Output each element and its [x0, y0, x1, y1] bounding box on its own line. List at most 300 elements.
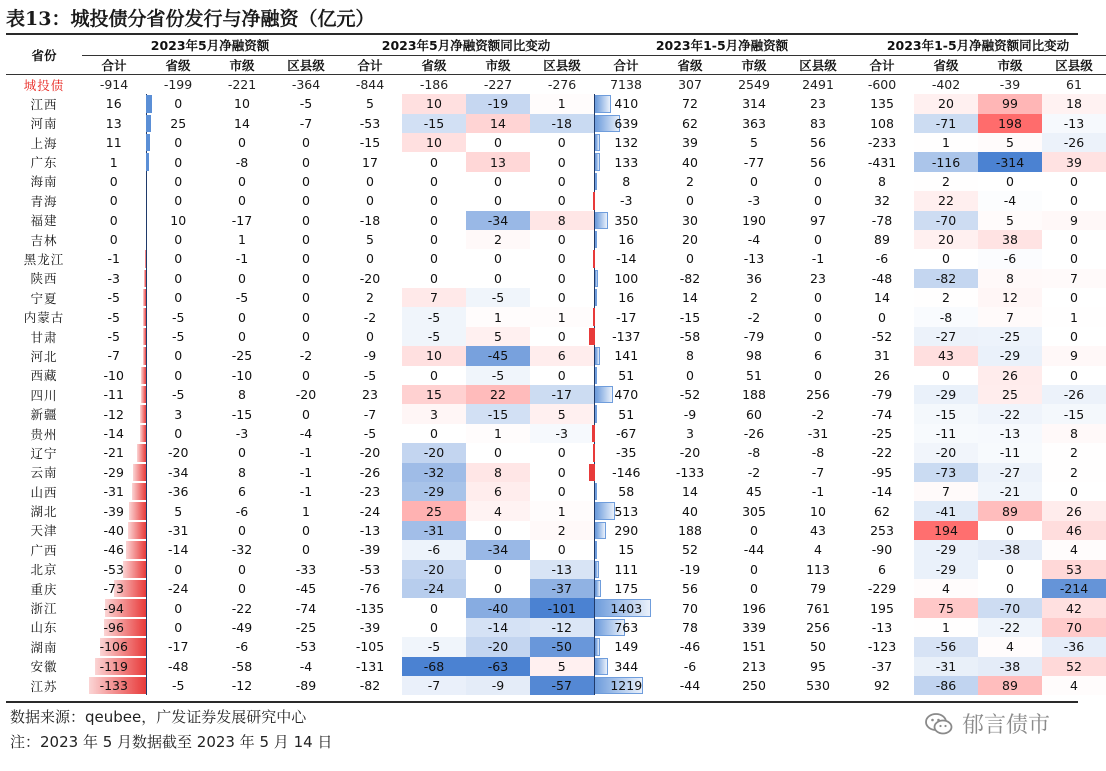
cell-value: -101 — [530, 598, 594, 617]
cell-value: 20 — [914, 230, 978, 249]
cell-value: 16 — [618, 290, 635, 306]
cell-value: 1 — [530, 94, 594, 113]
cell-value: 0 — [557, 135, 566, 151]
cell-value: 0 — [430, 270, 438, 286]
cell-value: 0 — [302, 173, 310, 189]
cell-value: -914 — [99, 77, 129, 93]
cell-value: -5 — [363, 367, 377, 383]
monthly-total-cell — [82, 676, 146, 695]
cell-value: -39 — [999, 77, 1021, 93]
cell-value: 0 — [750, 522, 758, 538]
data-bar — [146, 115, 152, 132]
cell-value: -402 — [931, 77, 961, 93]
watermark-text: 郁言债市 — [961, 713, 1050, 738]
cell-value: -10 — [103, 367, 124, 383]
provincial-financing-table — [6, 36, 1106, 695]
cell-value: 0 — [686, 367, 694, 383]
cell-value: 194 — [914, 521, 978, 540]
cell-value: -11 — [978, 443, 1042, 462]
table-row — [6, 598, 1106, 617]
cell-value: 0 — [366, 193, 374, 209]
cell-value: -5 — [299, 96, 313, 112]
cell-value: -73 — [914, 463, 978, 482]
province-name: 内蒙古 — [23, 310, 65, 326]
group-header-3: 2023年1-5月净融资额同比变动 — [850, 36, 1106, 55]
cell-value: -15 — [359, 135, 381, 151]
cell-value: 75 — [914, 598, 978, 617]
cell-value: 10 — [170, 212, 187, 228]
bottom-rule — [6, 701, 1078, 703]
data-bar — [589, 328, 595, 345]
cell-value: -73 — [103, 581, 124, 597]
cell-value: 0 — [557, 464, 566, 480]
cell-value: -35 — [616, 445, 637, 461]
cell-value: 0 — [1070, 367, 1078, 383]
cell-value: -38 — [978, 657, 1042, 676]
cell-value: -1 — [299, 484, 313, 500]
sub-header-1-3: 区县级 — [530, 55, 594, 74]
province-name: 河北 — [30, 348, 58, 364]
data-bar — [595, 347, 601, 364]
cell-value: 213 — [742, 658, 766, 674]
cell-value: -2 — [363, 309, 377, 325]
ytd-total-cell — [594, 230, 658, 249]
cell-value: -7 — [363, 406, 377, 422]
cell-value: -5 — [172, 387, 185, 403]
cell-value: 0 — [1070, 329, 1078, 345]
cell-value: -38 — [978, 540, 1042, 559]
cell-value: -5 — [235, 290, 249, 306]
province-name: 湖南 — [30, 639, 58, 655]
cell-value: -1 — [811, 484, 825, 500]
cell-value: 53 — [1042, 560, 1106, 579]
province-name: 云南 — [30, 465, 58, 481]
ytd-total-cell — [594, 249, 658, 268]
cell-value: -90 — [871, 542, 893, 558]
cell-value: 8 — [878, 173, 886, 189]
cell-value: -76 — [359, 581, 381, 597]
monthly-total-cell — [82, 657, 146, 676]
cell-value: 253 — [870, 522, 894, 538]
cell-value: 0 — [557, 290, 566, 306]
cell-value: -13 — [871, 619, 893, 635]
cell-value: -40 — [466, 598, 530, 617]
table-row — [6, 424, 1106, 443]
table-row — [6, 346, 1106, 365]
cell-value: 0 — [494, 251, 502, 267]
cell-value: 0 — [557, 251, 566, 267]
cell-value: 79 — [810, 581, 826, 597]
cell-value: -7 — [107, 348, 120, 364]
cell-value: 1 — [109, 154, 118, 170]
cell-value: 0 — [302, 212, 310, 228]
cell-value: 0 — [494, 581, 502, 597]
cell-value: 763 — [614, 619, 639, 635]
cell-value: -46 — [103, 542, 124, 558]
cell-value: 0 — [109, 232, 118, 248]
cell-value: -5 — [466, 288, 530, 307]
table-row — [6, 404, 1106, 423]
cell-value: -123 — [867, 639, 897, 655]
cell-value: -34 — [168, 464, 189, 480]
cell-value: -89 — [295, 678, 317, 694]
group-header-0: 2023年5月净融资额 — [82, 36, 338, 55]
cell-value: -133 — [99, 678, 128, 694]
ytd-total-cell — [594, 269, 658, 288]
cell-value: -233 — [867, 135, 897, 151]
cell-value: -25 — [295, 619, 317, 635]
cell-value: -133 — [675, 464, 705, 480]
monthly-total-cell — [82, 560, 146, 579]
cell-value: 250 — [742, 678, 766, 694]
ytd-total-cell — [594, 172, 658, 191]
cell-value: 6 — [878, 561, 886, 577]
cell-value: -24 — [168, 581, 189, 597]
data-bar — [595, 483, 597, 500]
monthly-total-cell — [82, 424, 146, 443]
cell-value: 0 — [174, 600, 183, 616]
cell-value: 0 — [1070, 251, 1078, 267]
cell-value: -14 — [616, 251, 637, 267]
data-bar — [129, 502, 146, 519]
cell-value: 16 — [618, 232, 635, 248]
cell-value: -79 — [743, 329, 765, 345]
cell-value: 196 — [742, 600, 766, 616]
province-name: 青海 — [30, 193, 58, 209]
cell-value: -20 — [679, 445, 701, 461]
cell-value: 40 — [682, 154, 698, 170]
cell-value: -24 — [359, 503, 381, 519]
cell-value: 0 — [1070, 193, 1078, 209]
table-row — [6, 249, 1106, 268]
cell-value: -844 — [355, 77, 385, 93]
cell-value: 0 — [174, 251, 183, 267]
cell-value: 13 — [105, 115, 122, 131]
province-name: 黑龙江 — [23, 251, 65, 267]
cell-value: 151 — [742, 639, 766, 655]
province-name: 城投债 — [23, 77, 65, 93]
cell-value: -4 — [299, 426, 313, 441]
data-bar — [132, 483, 145, 500]
cell-value: 135 — [870, 96, 894, 112]
cell-value: -2 — [811, 406, 825, 422]
cell-value: 0 — [302, 232, 310, 248]
cell-value: 99 — [978, 94, 1042, 113]
cell-value: 256 — [806, 619, 830, 635]
cell-value: -46 — [679, 639, 701, 655]
cell-value: 0 — [238, 561, 246, 577]
cell-value: -44 — [679, 678, 701, 694]
ytd-total-cell — [594, 191, 658, 210]
monthly-total-cell — [82, 191, 146, 210]
cell-value: -6 — [235, 639, 249, 655]
monthly-total-cell — [82, 133, 146, 152]
province-name: 甘肃 — [30, 329, 58, 345]
province-name: 上海 — [30, 135, 58, 151]
cell-value: -1 — [107, 251, 120, 267]
cell-value: -29 — [914, 560, 978, 579]
cell-value: 0 — [366, 173, 374, 189]
cell-value: 0 — [814, 329, 822, 345]
cell-value: 39 — [1042, 152, 1106, 171]
cell-value: -314 — [978, 152, 1042, 171]
cell-value: 314 — [742, 96, 766, 112]
cell-value: -96 — [103, 619, 124, 635]
cell-value: -5 — [107, 329, 120, 345]
cell-value: 339 — [742, 619, 766, 635]
cell-value: 50 — [810, 639, 826, 655]
cell-value: 1 — [1042, 307, 1106, 326]
cell-value: -276 — [547, 77, 577, 93]
cell-value: -2 — [747, 464, 761, 480]
cell-value: 51 — [618, 367, 635, 383]
cell-value: 72 — [682, 96, 698, 112]
cell-value: -20 — [402, 443, 466, 462]
title-rule — [6, 33, 1078, 35]
monthly-total-cell — [82, 482, 146, 501]
cell-value: -199 — [163, 77, 193, 93]
cell-value: -29 — [103, 464, 124, 480]
data-bar — [141, 367, 145, 384]
cell-value: 1 — [914, 618, 978, 637]
cell-value: 3 — [402, 404, 466, 423]
cell-value: 7 — [978, 307, 1042, 326]
watermark — [924, 708, 1050, 739]
cell-value: 0 — [109, 173, 118, 189]
cell-value: 0 — [814, 309, 822, 325]
ytd-total-cell — [594, 211, 658, 230]
cell-value: 8 — [622, 173, 631, 189]
cell-value: 0 — [174, 561, 183, 577]
cell-value: -78 — [871, 212, 893, 228]
cell-value: -214 — [1042, 579, 1106, 598]
province-name: 江苏 — [30, 678, 58, 694]
province-name: 贵州 — [30, 426, 58, 442]
province-name: 辽宁 — [30, 445, 58, 461]
cell-value: 113 — [806, 561, 830, 577]
cell-value: -23 — [359, 484, 381, 500]
cell-value: 1 — [530, 501, 594, 520]
cell-value: -229 — [867, 581, 897, 597]
group-header-1: 2023年5月净融资额同比变动 — [338, 36, 594, 55]
monthly-total-cell — [82, 230, 146, 249]
cell-value: 0 — [109, 212, 118, 228]
cell-value: -56 — [914, 637, 978, 656]
data-bar — [595, 367, 597, 384]
cell-value: 20 — [682, 232, 698, 248]
province-name: 陕西 — [30, 271, 58, 287]
cell-value: 14 — [874, 290, 890, 306]
cell-value: 0 — [238, 173, 246, 189]
cell-value: -58 — [679, 329, 701, 345]
cell-value: 0 — [302, 406, 310, 422]
cell-value: 0 — [557, 542, 566, 558]
cell-value: -22 — [978, 618, 1042, 637]
cell-value: -40 — [103, 522, 124, 538]
cell-value: 14 — [682, 290, 698, 306]
cell-value: -5 — [402, 637, 466, 656]
data-bar — [595, 580, 602, 597]
cell-value: -22 — [871, 445, 893, 461]
province-name: 湖北 — [30, 504, 58, 520]
sub-header-3-2: 市级 — [978, 55, 1042, 74]
ytd-total-cell — [594, 133, 658, 152]
monthly-total-cell — [82, 540, 146, 559]
cell-value: -31 — [103, 484, 124, 500]
cell-value: 1219 — [610, 678, 643, 694]
cell-value: -5 — [172, 678, 185, 694]
monthly-total-cell — [82, 385, 146, 404]
cell-value: 8 — [466, 463, 530, 482]
cell-value: 18 — [1042, 94, 1106, 113]
cell-value: -15 — [914, 404, 978, 423]
cell-value: 15 — [618, 542, 635, 558]
cell-value: 6 — [530, 346, 594, 365]
cell-value: 0 — [238, 135, 246, 151]
cell-value: -95 — [871, 464, 893, 480]
cell-value: -12 — [530, 618, 594, 637]
cell-value: -27 — [978, 463, 1042, 482]
cell-value: 4 — [814, 542, 822, 558]
cell-value: -8 — [811, 445, 825, 461]
cell-value: -53 — [295, 639, 317, 655]
cell-value: 0 — [1070, 232, 1078, 248]
cell-value: -86 — [914, 676, 978, 695]
cell-value: 78 — [682, 619, 698, 635]
cell-value: -82 — [359, 678, 381, 694]
cell-value: 0 — [494, 561, 502, 577]
data-bar — [589, 464, 595, 481]
cell-value: -34 — [466, 540, 530, 559]
cell-value: -50 — [530, 637, 594, 656]
cell-value: 0 — [557, 193, 566, 209]
cell-value: -48 — [871, 270, 893, 286]
cell-value: 52 — [682, 542, 698, 558]
data-bar — [143, 308, 145, 325]
cell-value: -12 — [103, 406, 124, 422]
cell-value: -7 — [811, 464, 825, 480]
cell-value: -9 — [363, 348, 377, 364]
cell-value: 60 — [746, 406, 762, 422]
cell-value: 26 — [1042, 501, 1106, 520]
cell-value: 133 — [614, 154, 639, 170]
cell-value: 0 — [302, 367, 310, 383]
cell-value: 0 — [302, 270, 310, 286]
cell-value: 350 — [614, 212, 639, 228]
cell-value: 2 — [530, 521, 594, 540]
province-name: 海南 — [30, 174, 58, 190]
monthly-total-cell — [82, 579, 146, 598]
cell-value: 0 — [430, 426, 438, 441]
cell-value: 2 — [366, 290, 374, 306]
cell-value: 10 — [402, 94, 466, 113]
province-name: 吉林 — [30, 232, 58, 248]
cell-value: 0 — [1006, 173, 1014, 189]
cell-value: 0 — [750, 173, 758, 189]
cell-value: 16 — [105, 96, 122, 112]
cell-value: 97 — [810, 212, 826, 228]
data-bar — [595, 386, 614, 403]
cell-value: 0 — [1006, 581, 1014, 597]
cell-value: 0 — [557, 445, 566, 461]
cell-value: 198 — [978, 114, 1042, 133]
cell-value: -41 — [914, 501, 978, 520]
data-bar — [137, 444, 146, 461]
cell-value: -29 — [914, 385, 978, 404]
table-row — [6, 560, 1106, 579]
cell-value: -146 — [612, 464, 641, 480]
cell-value: -31 — [402, 521, 466, 540]
cell-value: 5 — [978, 133, 1042, 152]
monthly-total-cell — [82, 346, 146, 365]
cell-value: 190 — [742, 212, 766, 228]
cell-value: -119 — [99, 658, 128, 674]
cell-value: 14 — [682, 484, 698, 500]
cell-value: 0 — [238, 329, 246, 345]
table-row — [6, 172, 1106, 191]
cell-value: -31 — [914, 657, 978, 676]
cell-value: -36 — [168, 484, 189, 500]
ytd-total-cell — [594, 482, 658, 501]
cell-value: 0 — [238, 193, 246, 209]
cell-value: -82 — [679, 270, 701, 286]
cell-value: -12 — [231, 678, 253, 694]
ytd-total-cell — [594, 579, 658, 598]
cell-value: -26 — [743, 426, 765, 441]
cell-value: -1 — [235, 251, 249, 267]
monthly-total-cell — [82, 463, 146, 482]
cell-value: -105 — [355, 639, 385, 655]
cell-value: -7 — [299, 115, 313, 131]
cell-value: 0 — [1070, 290, 1078, 306]
cell-value: 0 — [302, 135, 310, 151]
cell-value: -9 — [683, 406, 697, 422]
cell-value: 4 — [914, 579, 978, 598]
table-row — [6, 385, 1106, 404]
sub-header-0-2: 市级 — [210, 55, 274, 74]
data-bar — [595, 638, 601, 655]
ytd-total-cell — [594, 307, 658, 326]
cell-value: -5 — [402, 327, 466, 346]
data-bar — [593, 192, 595, 209]
cell-value: -600 — [867, 77, 897, 93]
cell-value: -1 — [811, 251, 825, 267]
cell-value: 23 — [362, 387, 378, 403]
table-row — [6, 366, 1106, 385]
cell-value: 0 — [430, 600, 438, 616]
table-row — [6, 618, 1106, 637]
ytd-total-cell — [594, 501, 658, 520]
cell-value: -4 — [747, 232, 761, 248]
table-row — [6, 327, 1106, 346]
cell-value: 0 — [238, 445, 246, 461]
table-row — [6, 288, 1106, 307]
cell-value: 0 — [174, 348, 183, 364]
cell-value: 3 — [174, 406, 183, 422]
cell-value: 1403 — [610, 600, 643, 616]
sub-header-0-1: 省级 — [146, 55, 210, 74]
cell-value: 10 — [402, 346, 466, 365]
cell-value: -45 — [295, 581, 317, 597]
cell-value: -15 — [231, 406, 253, 422]
cell-value: 7 — [914, 482, 978, 501]
cell-value: 89 — [978, 676, 1042, 695]
data-bar — [143, 328, 145, 345]
cell-value: -1 — [299, 445, 313, 461]
cell-value: -5 — [363, 426, 377, 441]
cell-value: 0 — [430, 212, 438, 228]
ytd-total-cell — [594, 288, 658, 307]
